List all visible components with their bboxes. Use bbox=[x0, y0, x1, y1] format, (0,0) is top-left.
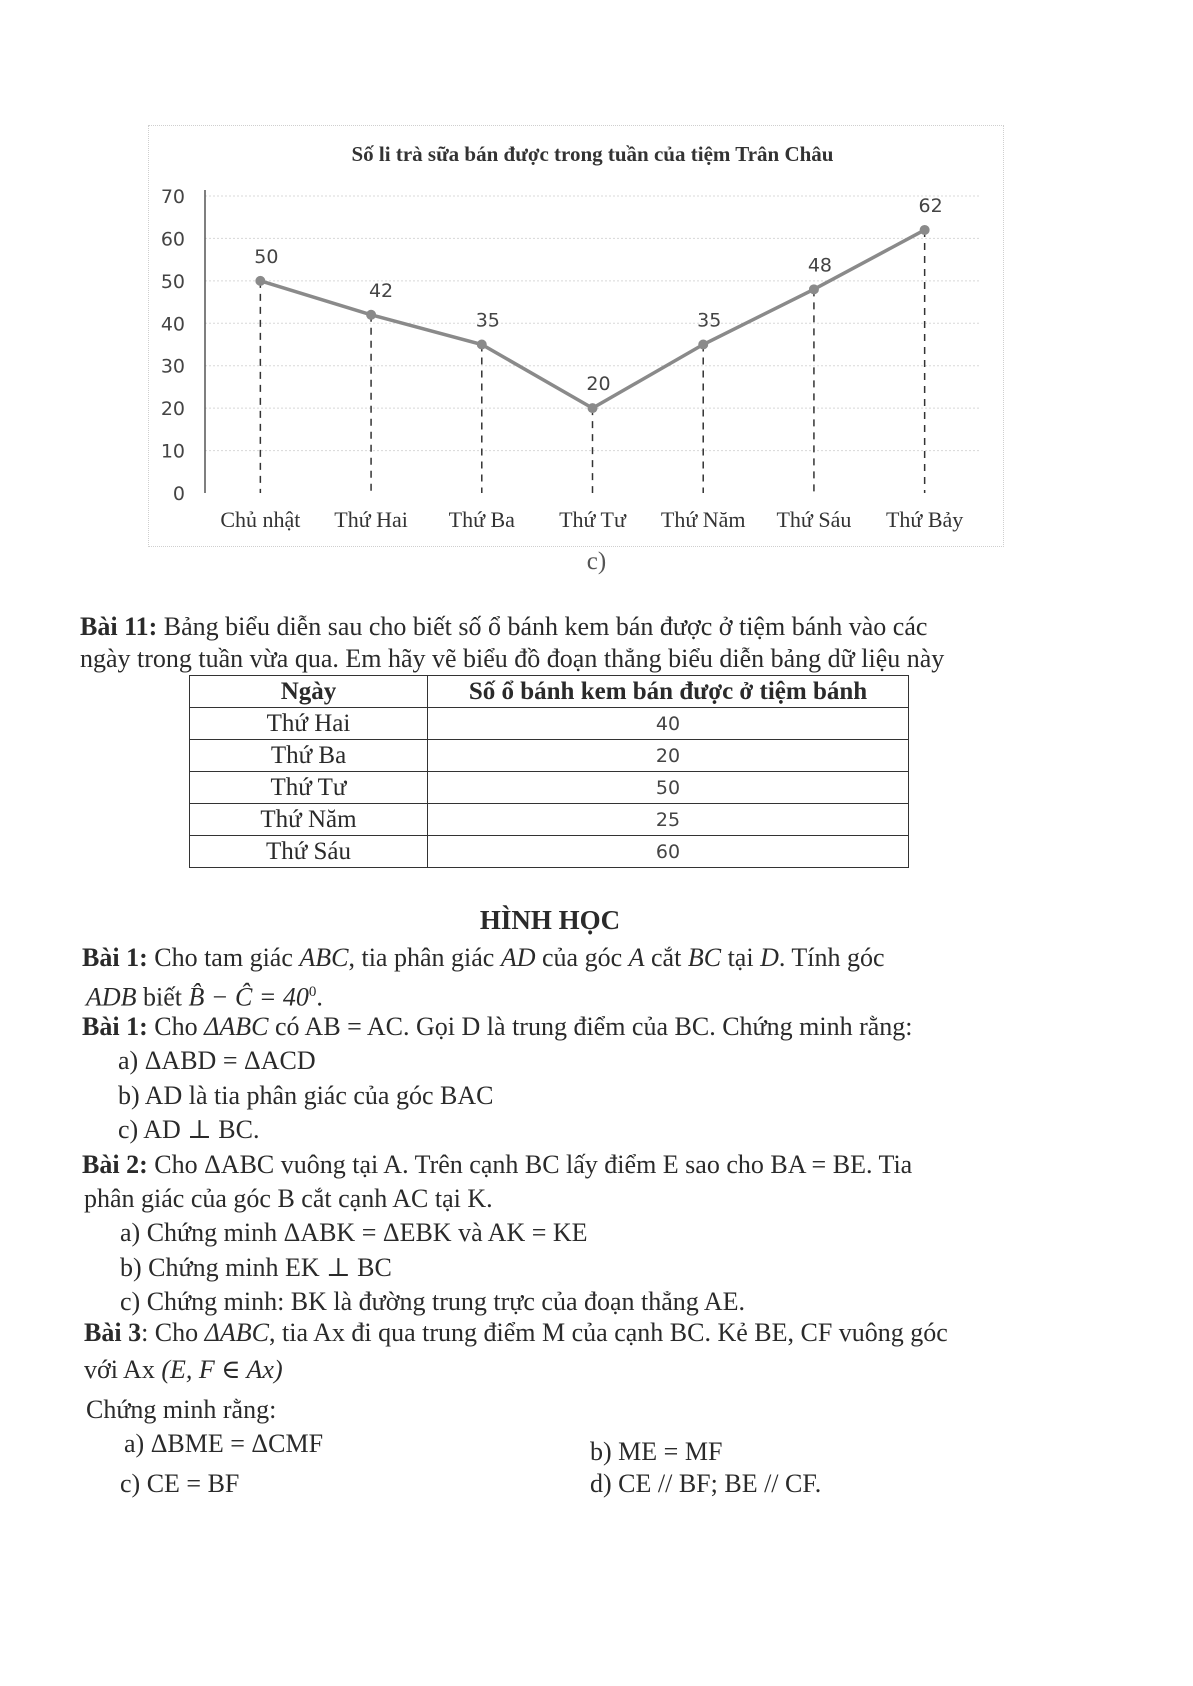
table-header-day: Ngày bbox=[190, 676, 428, 708]
table-row bbox=[190, 836, 909, 868]
table-cell-count: 40 bbox=[428, 708, 909, 740]
y-tick-label: 50 bbox=[160, 270, 185, 293]
table-header-row bbox=[190, 676, 909, 708]
bai3-part-c: c) CE = BF bbox=[120, 1469, 240, 1498]
data-label: 50 bbox=[254, 245, 279, 268]
table-row bbox=[190, 772, 909, 804]
x-tick-label: Thứ Ba bbox=[448, 507, 515, 532]
section-heading-geometry: HÌNH HỌC bbox=[479, 905, 621, 935]
data-label: 62 bbox=[918, 194, 943, 217]
data-point bbox=[809, 284, 819, 294]
cake-sales-table bbox=[189, 675, 909, 868]
y-tick-label: 0 bbox=[172, 483, 185, 505]
y-tick-label: 60 bbox=[160, 228, 185, 251]
bai11-line2: ngày trong tuần vừa qua. Em hãy vẽ biểu đồ đoạn thẳng biểu diễn bảng dữ liệu này bbox=[80, 644, 945, 673]
data-label: 42 bbox=[368, 279, 394, 302]
y-tick-label: 10 bbox=[160, 440, 185, 463]
data-point bbox=[255, 276, 265, 286]
bai1b-part-c: c) AD ⊥ BC. bbox=[118, 1115, 260, 1144]
y-tick-label: 40 bbox=[160, 313, 185, 336]
table-cell-count: 60 bbox=[428, 836, 909, 868]
table-row bbox=[190, 740, 909, 772]
table-row bbox=[190, 804, 909, 836]
table-row bbox=[190, 708, 909, 740]
bai3-prove: Chứng minh rằng: bbox=[86, 1395, 277, 1424]
bai1b-intro: Bài 1: Cho ΔABC có AB = AC. Gọi D là trung điểm của BC. Chứng minh rằng: bbox=[82, 1012, 913, 1041]
table-cell-day: Thứ Ba bbox=[190, 740, 428, 772]
bai1a-line2: ADB biết B̂ − Ĉ = $40^0$. bbox=[86, 982, 323, 1012]
data-label: 35 bbox=[475, 309, 500, 332]
x-tick-label: Thứ Sáu bbox=[776, 507, 852, 532]
bai3-line2: với Ax (E, F ∈ Ax) bbox=[84, 1355, 283, 1384]
data-label: 35 bbox=[697, 309, 722, 332]
table-cell-count: 20 bbox=[428, 740, 909, 772]
data-point bbox=[698, 340, 708, 350]
bai3-line1: Bài 3: Cho ΔABC, tia Ax đi qua trung điểm M của cạnh BC. Kẻ BE, CF vuông góc bbox=[84, 1318, 948, 1347]
data-point bbox=[477, 340, 487, 350]
bai2-part-c: c) Chứng minh: BK là đường trung trực của đoạn thẳng AE. bbox=[120, 1287, 746, 1316]
data-point bbox=[920, 225, 930, 235]
data-label: 20 bbox=[586, 373, 611, 396]
bai11-line1: Bài 11: Bảng biểu diễn sau cho biết số ổ bánh kem bán được ở tiệm bánh vào các bbox=[80, 612, 928, 641]
table-cell-count: 50 bbox=[428, 772, 909, 804]
bai2-line1: Bài 2: Cho ΔABC vuông tại A. Trên cạnh BC lấy điểm E sao cho BA = BE. Tia bbox=[82, 1150, 913, 1179]
table-cell-day: Thứ Tư bbox=[190, 772, 428, 804]
x-tick-label: Thứ Hai bbox=[334, 507, 408, 532]
y-tick-label: 70 bbox=[160, 186, 185, 208]
table-cell-count: 25 bbox=[428, 804, 909, 836]
bai3-part-d: d) CE // BF; BE // CF. bbox=[590, 1469, 822, 1498]
x-tick-label: Chủ nhật bbox=[220, 507, 301, 532]
bai1b-part-b: b) AD là tia phân giác của góc BAC bbox=[118, 1081, 494, 1110]
bai1b-part-a: a) ΔABD = ΔACD bbox=[118, 1046, 316, 1075]
x-tick-label: Thứ Tư bbox=[559, 507, 626, 532]
data-point bbox=[366, 310, 376, 320]
table-header-count: Số ổ bánh kem bán được ở tiệm bánh bbox=[428, 676, 909, 708]
bai3-part-a: a) ΔBME = ΔCMF bbox=[124, 1429, 324, 1458]
bai1a-line1: Bài 1: Cho tam giác ABC, tia phân giác AD của góc A cắt BC tại D. Tính góc bbox=[82, 943, 885, 972]
chart-caption: c) bbox=[586, 548, 607, 575]
x-tick-label: Thứ Bảy bbox=[885, 507, 964, 532]
line-chart bbox=[148, 125, 1004, 547]
bai11-label: Bài 11: bbox=[80, 612, 158, 641]
table-cell-day: Thứ Sáu bbox=[190, 836, 428, 868]
data-point bbox=[588, 403, 598, 413]
chart-title: Số li trà sữa bán được trong tuần của tiệm Trân Châu bbox=[351, 142, 834, 166]
bai2-part-a: a) Chứng minh ΔABK = ΔEBK và AK = KE bbox=[120, 1218, 588, 1247]
table-cell-day: Thứ Năm bbox=[190, 804, 428, 836]
table-cell-day: Thứ Hai bbox=[190, 708, 428, 740]
y-tick-label: 30 bbox=[160, 355, 185, 378]
bai3-part-b: b) ME = MF bbox=[590, 1437, 723, 1466]
bai2-part-b: b) Chứng minh EK ⊥ BC bbox=[120, 1253, 392, 1282]
bai2-line2: phân giác của góc B cắt cạnh AC tại K. bbox=[84, 1184, 493, 1213]
y-tick-label: 20 bbox=[160, 398, 185, 421]
data-label: 48 bbox=[807, 254, 833, 277]
x-tick-label: Thứ Năm bbox=[660, 507, 746, 532]
